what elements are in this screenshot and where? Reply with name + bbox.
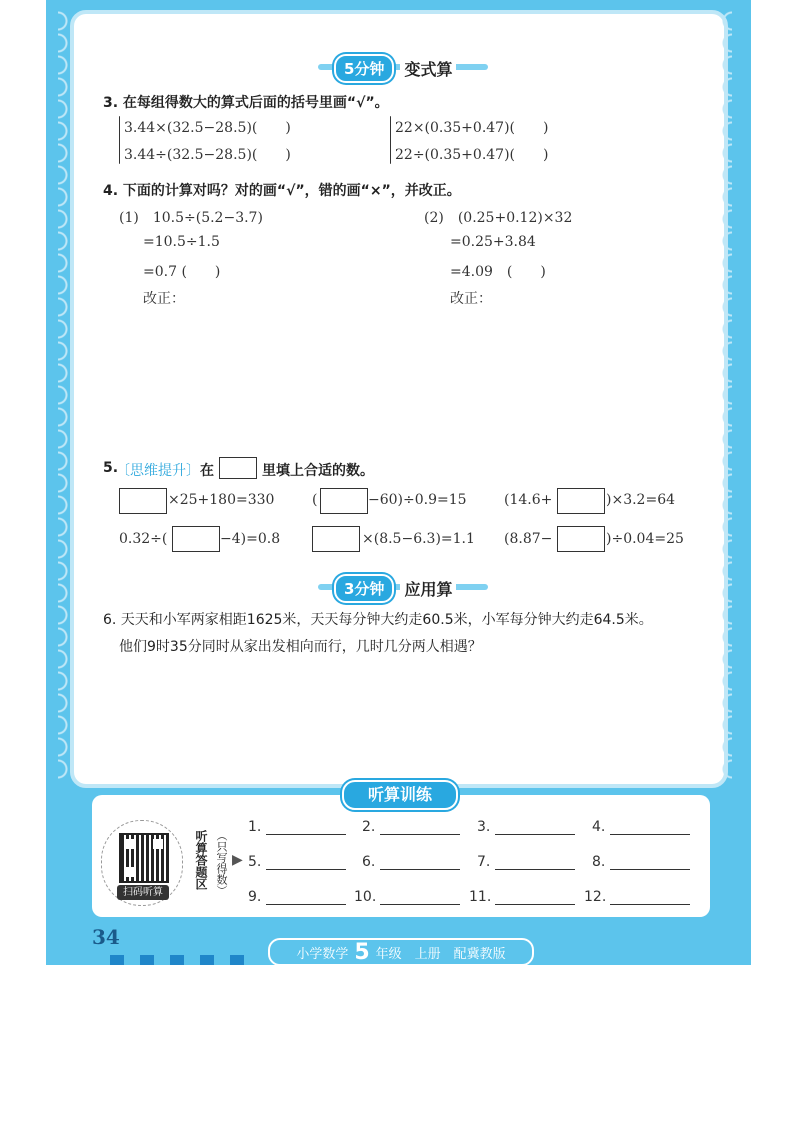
answer-line[interactable] [495, 834, 575, 835]
answer-line[interactable] [610, 869, 690, 870]
edge-tab [170, 955, 184, 965]
answer-line[interactable] [266, 834, 346, 835]
q4-part1-correction[interactable]: 改正： [143, 291, 185, 307]
brace-left [119, 116, 120, 164]
q5-r2-expr-4: (8.87− [504, 531, 553, 547]
answer-line[interactable] [610, 904, 690, 905]
answer-number: 10. [354, 889, 377, 905]
answer-box[interactable] [312, 526, 360, 552]
answer-area-label: 听算答题区 [194, 830, 208, 890]
q4-part1-step1: =10.5÷1.5 [143, 234, 220, 250]
q4-part2-step1: =0.25+3.84 [450, 234, 536, 250]
edge-tab [230, 955, 244, 965]
q5-r1-expr-2: −60)÷0.9=15 [368, 492, 467, 508]
q4-part1-expr: (1) 10.5÷(5.2−3.7) [119, 210, 263, 226]
answer-number: 11. [469, 889, 492, 905]
answer-box[interactable] [557, 526, 605, 552]
brace-right [390, 116, 391, 164]
section-title: 变式算 [400, 57, 456, 80]
answer-line[interactable] [380, 869, 460, 870]
answer-number: 12. [584, 889, 607, 905]
question-3-title: 3. 在每组得数大的算式后面的括号里画“√”。 [103, 95, 389, 111]
wave-border-left [58, 10, 74, 780]
question-6-line2: 他们9时35分同时从家出发相向而行，几时几分两人相遇？ [119, 639, 482, 655]
answer-line[interactable] [610, 834, 690, 835]
answer-number: 7. [477, 854, 491, 870]
example-box [219, 457, 257, 479]
q4-part1-step2: =0.7 ( ) [143, 264, 221, 280]
q4-part2-expr: (2) (0.25+0.12)×32 [424, 210, 573, 226]
answer-line[interactable] [380, 834, 460, 835]
question-4-title: 4. 下面的计算对吗？对的画“√”，错的画“×”，并改正。 [103, 183, 461, 199]
question-5-mid: 在 [200, 463, 214, 479]
q5-r2-expr-1: 0.32÷( [119, 531, 168, 547]
edge-tab [200, 955, 214, 965]
q3-right-expr-1: 22×(0.35+0.47)( ) [395, 120, 549, 136]
subject-label: 小学数学 [296, 946, 349, 962]
answer-box[interactable] [172, 526, 220, 552]
answer-number: 5. [248, 854, 262, 870]
question-5-end: 里填上合适的数。 [262, 463, 374, 479]
answer-line[interactable] [380, 904, 460, 905]
q5-r1-expr-3: (14.6+ [504, 492, 553, 508]
answer-box[interactable] [119, 488, 167, 514]
answer-number: 9. [248, 889, 262, 905]
q3-left-expr-1: 3.44×(32.5−28.5)( ) [124, 120, 291, 136]
listening-title: 听算训练 [342, 780, 458, 810]
question-5-number: 5. [103, 460, 119, 476]
q4-part2-step2: =4.09 ( ) [450, 264, 546, 280]
wave-border-right [716, 10, 732, 780]
answer-line[interactable] [495, 904, 575, 905]
grade-number: 5 [354, 939, 370, 965]
q3-right-expr-2: 22÷(0.35+0.47)( ) [395, 147, 549, 163]
section-time-badge: 5分钟 [334, 54, 394, 83]
section-header-variant [334, 55, 456, 81]
answer-line[interactable] [266, 904, 346, 905]
q5-r1-expr-4: )×3.2=64 [606, 492, 676, 508]
book-info [268, 938, 534, 966]
q5-r1-paren: ( [312, 492, 318, 508]
answer-number: 3. [477, 819, 491, 835]
arrow-right-icon: ▶ [232, 852, 243, 868]
edge-tab [140, 955, 154, 965]
section-time-badge: 3分钟 [334, 574, 394, 603]
answer-box[interactable] [557, 488, 605, 514]
answer-box[interactable] [320, 488, 368, 514]
answer-number: 4. [592, 819, 606, 835]
section-header-application [334, 575, 456, 601]
answer-line[interactable] [495, 869, 575, 870]
answer-number: 8. [592, 854, 606, 870]
answer-number: 1. [248, 819, 262, 835]
q3-left-expr-2: 3.44÷(32.5−28.5)( ) [124, 147, 291, 163]
listening-panel [92, 795, 710, 917]
question-6-line1: 6. 天天和小军两家相距1625米，天天每分钟大约走60.5米，小军每分钟大约走64.5米。 [103, 612, 653, 628]
q4-part2-correction[interactable]: 改正： [450, 291, 492, 307]
answer-area-note: （只写得数） [215, 830, 228, 896]
q5-r1-expr-1: ×25+180=330 [168, 492, 275, 508]
answer-number: 6. [362, 854, 376, 870]
section-title: 应用算 [400, 577, 456, 600]
q5-r2-expr-3: ×(8.5−6.3)=1.1 [362, 531, 475, 547]
grade-label: 年级 上册 配冀教版 [375, 946, 506, 962]
edge-tab [110, 955, 124, 965]
qr-label: 扫码听算 [117, 885, 169, 900]
q5-r2-expr-5: )÷0.04=25 [606, 531, 684, 547]
q5-r2-expr-2: −4)=0.8 [220, 531, 281, 547]
qr-code-icon[interactable] [119, 833, 169, 883]
answer-number: 2. [362, 819, 376, 835]
thinking-tag: 〔思维提升〕 [116, 463, 200, 479]
answer-line[interactable] [266, 869, 346, 870]
page-number: 34 [92, 925, 120, 949]
